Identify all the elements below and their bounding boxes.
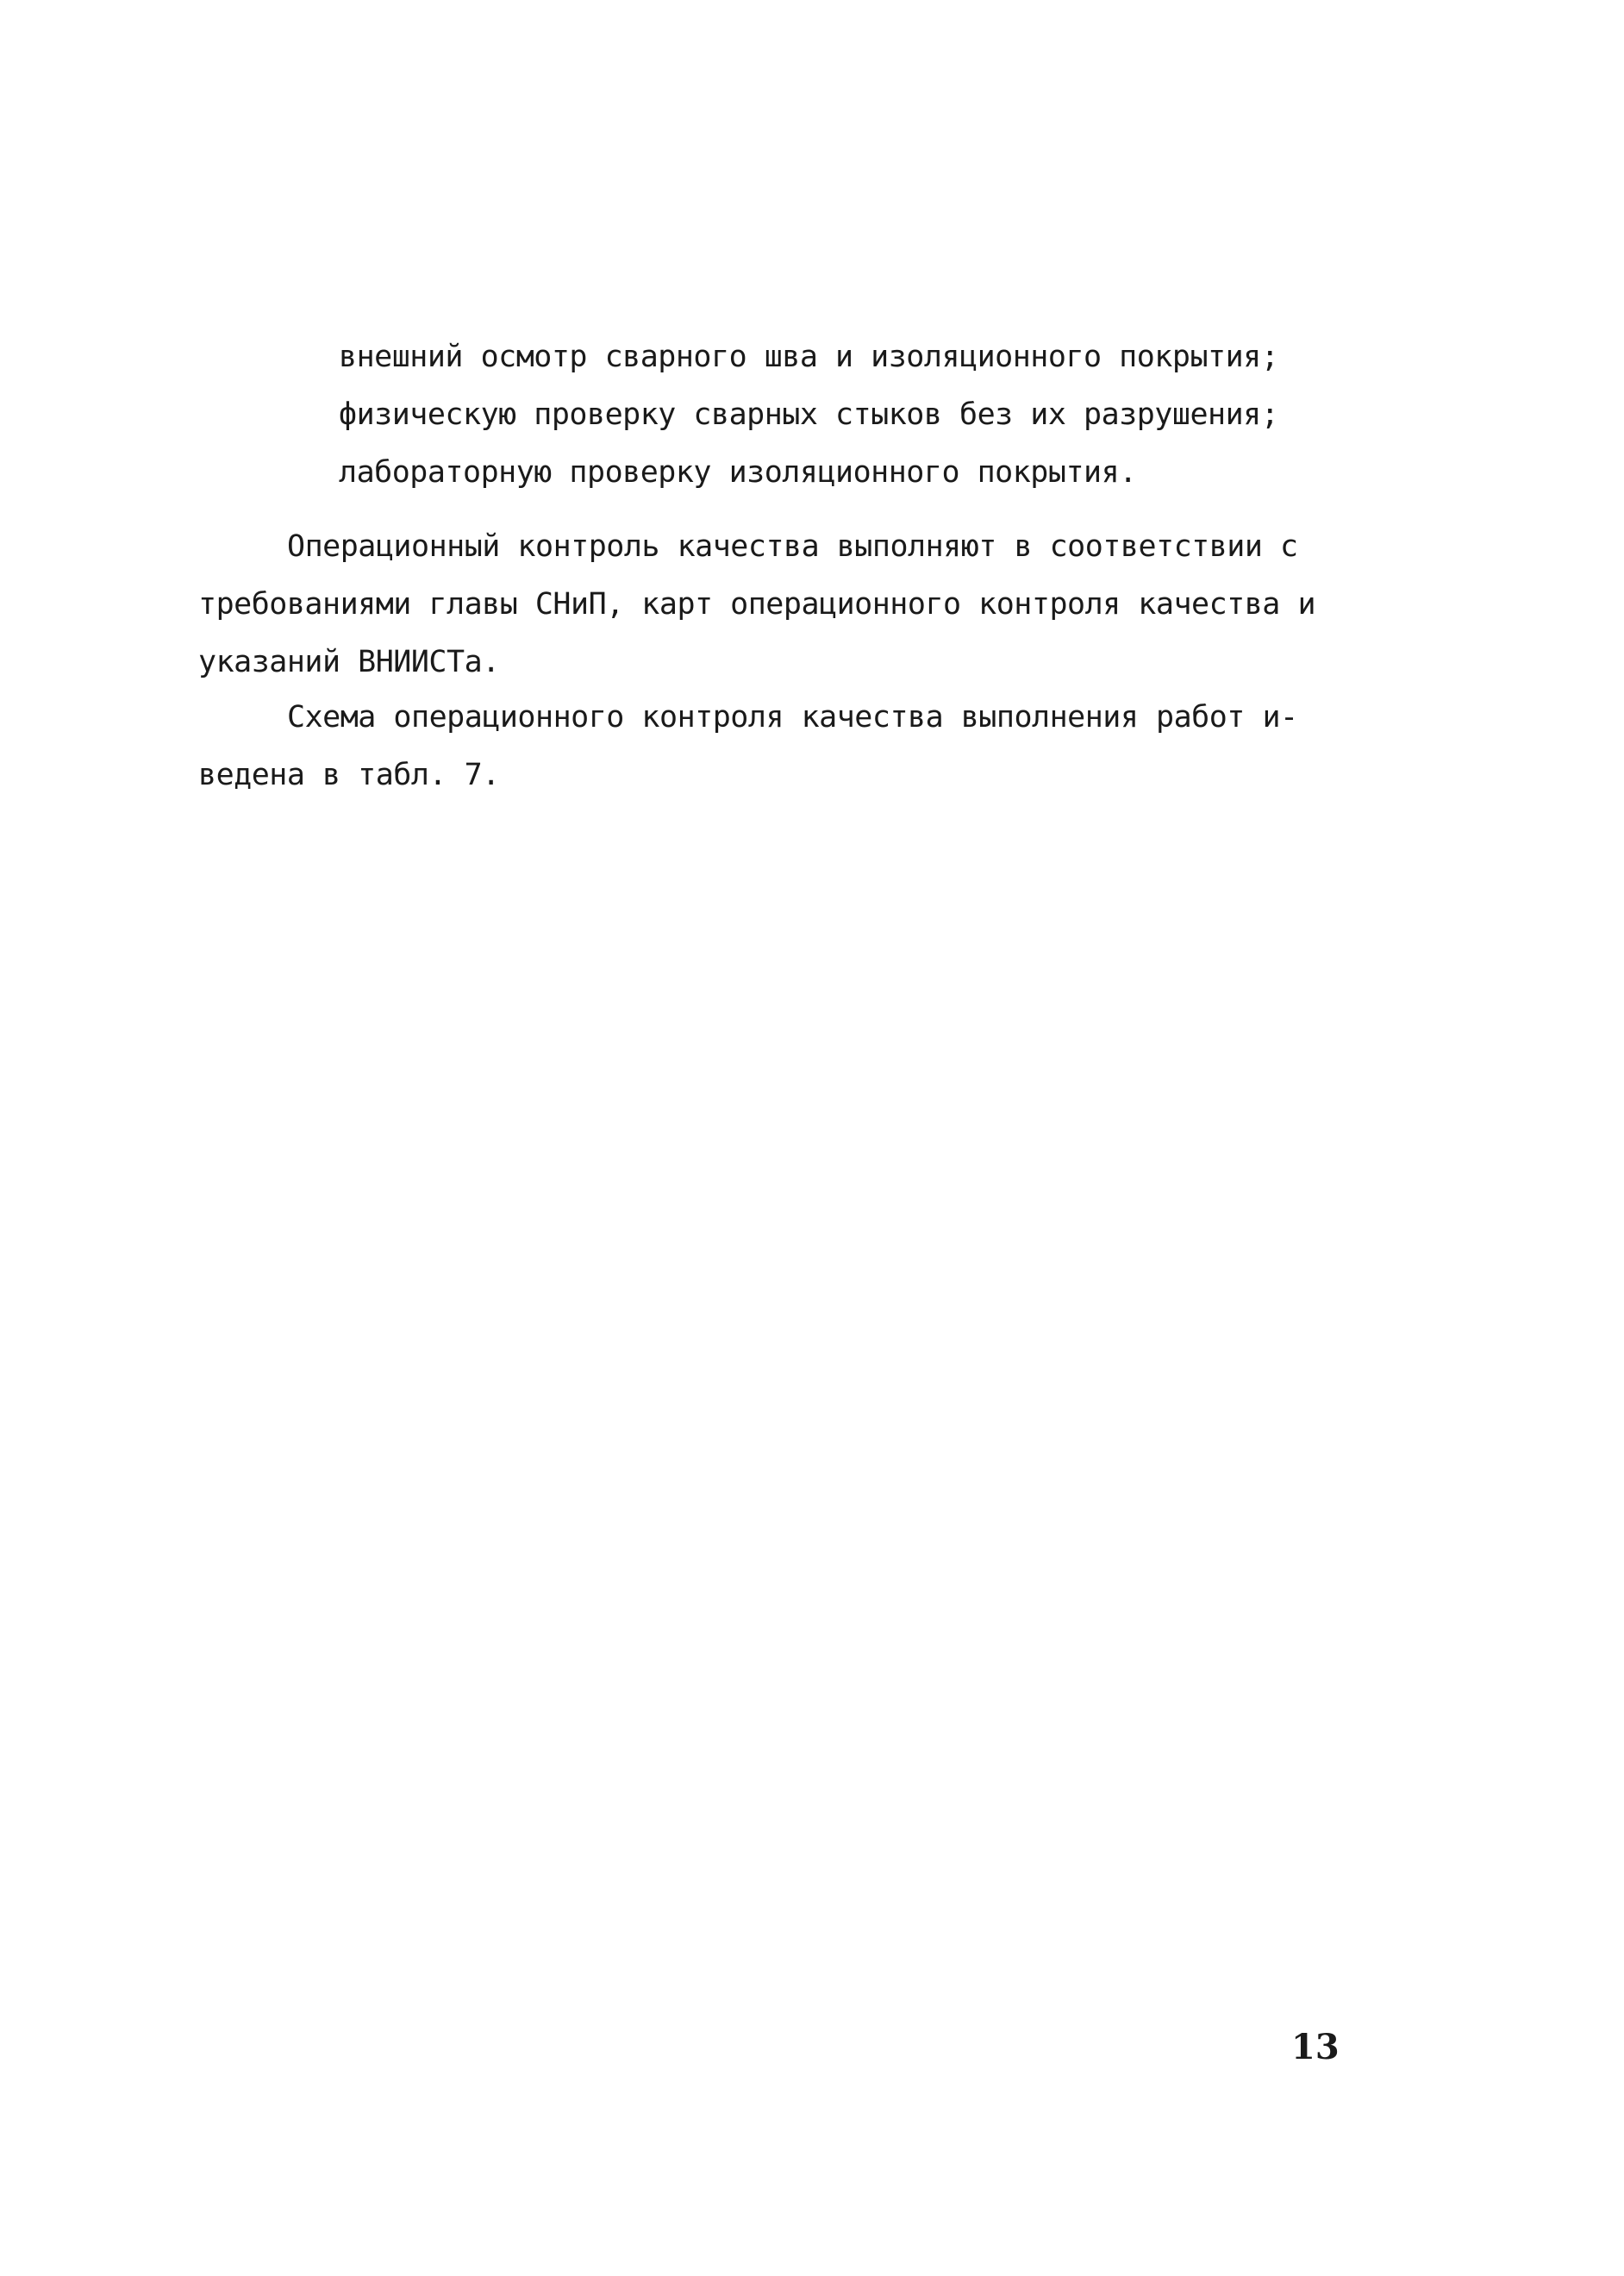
paragraph-line: Операционный контроль качества выполняют в соответствии с (287, 529, 1298, 564)
paragraph-line: ведена в табл. 7. (198, 758, 500, 792)
paragraph-line: указаний ВНИИСТа. (198, 645, 500, 679)
paragraph-line: требованиями главы СНиП, карт операционного контроля качества и (198, 587, 1316, 622)
list-item-physical-check: физическую проверку сварных стыков без их разрушения; (339, 397, 1279, 432)
page-number: 13 (1291, 2027, 1340, 2067)
list-item-visual-inspection: внешний осмотр сварного шва и изоляционного покрытия; (339, 340, 1279, 374)
paragraph-line: Схема операционного контроля качества выполнения работ и- (287, 700, 1298, 735)
list-item-lab-check: лабораторную проверку изоляционного покрытия. (339, 455, 1137, 490)
